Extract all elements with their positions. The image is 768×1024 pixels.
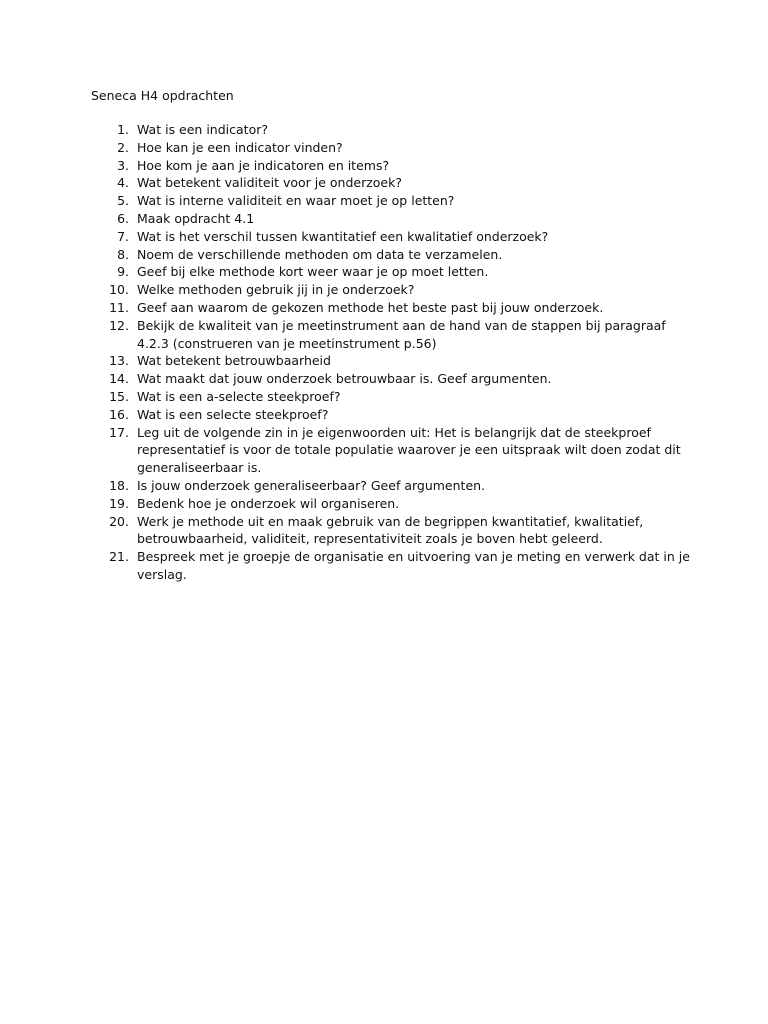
list-item-text: Wat is het verschil tussen kwantitatief een kwalitatief onderzoek? [137, 228, 549, 244]
list-item-text: Geef bij elke methode kort weer waar je op moet letten. [137, 264, 489, 280]
list-item-number: 12. [109, 317, 129, 333]
list-item-number: 8. [117, 246, 129, 262]
list-item-number: 6. [117, 210, 129, 226]
list-item [91, 388, 691, 406]
list-item-number: 18. [109, 477, 129, 493]
list-item-number: 5. [117, 193, 129, 209]
list-item-text: Bedenk hoe je onderzoek wil organiseren. [137, 495, 400, 511]
list-item [91, 121, 691, 139]
list-item [91, 477, 691, 495]
list-item-text: Wat betekent validiteit voor je onderzoek? [137, 175, 402, 191]
list-item-number: 11. [109, 299, 129, 315]
list-item-number: 21. [109, 549, 129, 565]
list-item [91, 424, 691, 477]
list-item [91, 192, 691, 210]
list-item-text: Noem de verschillende methoden om data te verzamelen. [137, 246, 503, 262]
list-item [91, 281, 691, 299]
document-title: Seneca H4 opdrachten [91, 88, 234, 103]
list-item [91, 174, 691, 192]
list-item-number: 15. [109, 388, 129, 404]
list-item-number: 10. [109, 282, 129, 298]
list-item-text: Welke methoden gebruik jij in je onderzoek? [137, 282, 415, 298]
list-item-number: 16. [109, 406, 129, 422]
list-item-number: 13. [109, 353, 129, 369]
list-item-number: 7. [117, 228, 129, 244]
list-item-number: 4. [117, 175, 129, 191]
list-item [91, 513, 691, 549]
list-item-number: 2. [117, 139, 129, 155]
list-item [91, 352, 691, 370]
list-item [91, 246, 691, 264]
list-item [91, 210, 691, 228]
list-item-text: Leg uit de volgende zin in je eigenwoorden uit: Het is belangrijk dat de steekproef representatief is voor de totale populatie waarover je een uitspraak wilt doen zodat dit generaliseerbaar is. [137, 424, 681, 476]
list-item-text: Is jouw onderzoek generaliseerbaar? Geef argumenten. [137, 477, 486, 493]
list-item [91, 139, 691, 157]
list-item [91, 263, 691, 281]
list-item-text: Wat maakt dat jouw onderzoek betrouwbaar is. Geef argumenten. [137, 371, 552, 387]
list-item-text: Hoe kan je een indicator vinden? [137, 139, 343, 155]
list-item-number: 14. [109, 371, 129, 387]
list-item-number: 19. [109, 495, 129, 511]
list-item-number: 17. [109, 424, 129, 440]
list-item-text: Wat is een indicator? [137, 122, 268, 137]
list-item [91, 157, 691, 175]
list-item [91, 370, 691, 388]
list-item-text: Wat betekent betrouwbaarheid [137, 353, 331, 369]
list-item-text: Hoe kom je aan je indicatoren en items? [137, 157, 390, 173]
list-item-text: Bekijk de kwaliteit van je meetinstrument aan de hand van de stappen bij paragraaf 4.2.3 (construeren van je meetinstrument p.56) [137, 317, 666, 351]
list-item-text: Wat is een a-selecte steekproef? [137, 388, 341, 404]
list-item [91, 299, 691, 317]
list-item [91, 228, 691, 246]
list-item [91, 406, 691, 424]
list-item-text: Bespreek met je groepje de organisatie en uitvoering van je meting en verwerk dat in je verslag. [137, 549, 690, 582]
list-item-text: Wat is een selecte steekproef? [137, 406, 329, 422]
list-item [91, 548, 691, 584]
list-item-text: Wat is interne validiteit en waar moet je op letten? [137, 193, 455, 209]
list-item-number: 9. [117, 264, 129, 280]
list-item-number: 1. [117, 122, 129, 137]
list-item-number: 3. [117, 157, 129, 173]
list-item-text: Maak opdracht 4.1 [137, 210, 255, 226]
question-list [91, 121, 691, 584]
list-item [91, 317, 691, 353]
list-item-number: 20. [109, 513, 129, 529]
list-item-text: Geef aan waarom de gekozen methode het beste past bij jouw onderzoek. [137, 299, 604, 315]
list-item [91, 495, 691, 513]
list-item-text: Werk je methode uit en maak gebruik van de begrippen kwantitatief, kwalitatief, betrouwbaarheid, validiteit, representativiteit zoals je boven hebt geleerd. [137, 513, 644, 547]
